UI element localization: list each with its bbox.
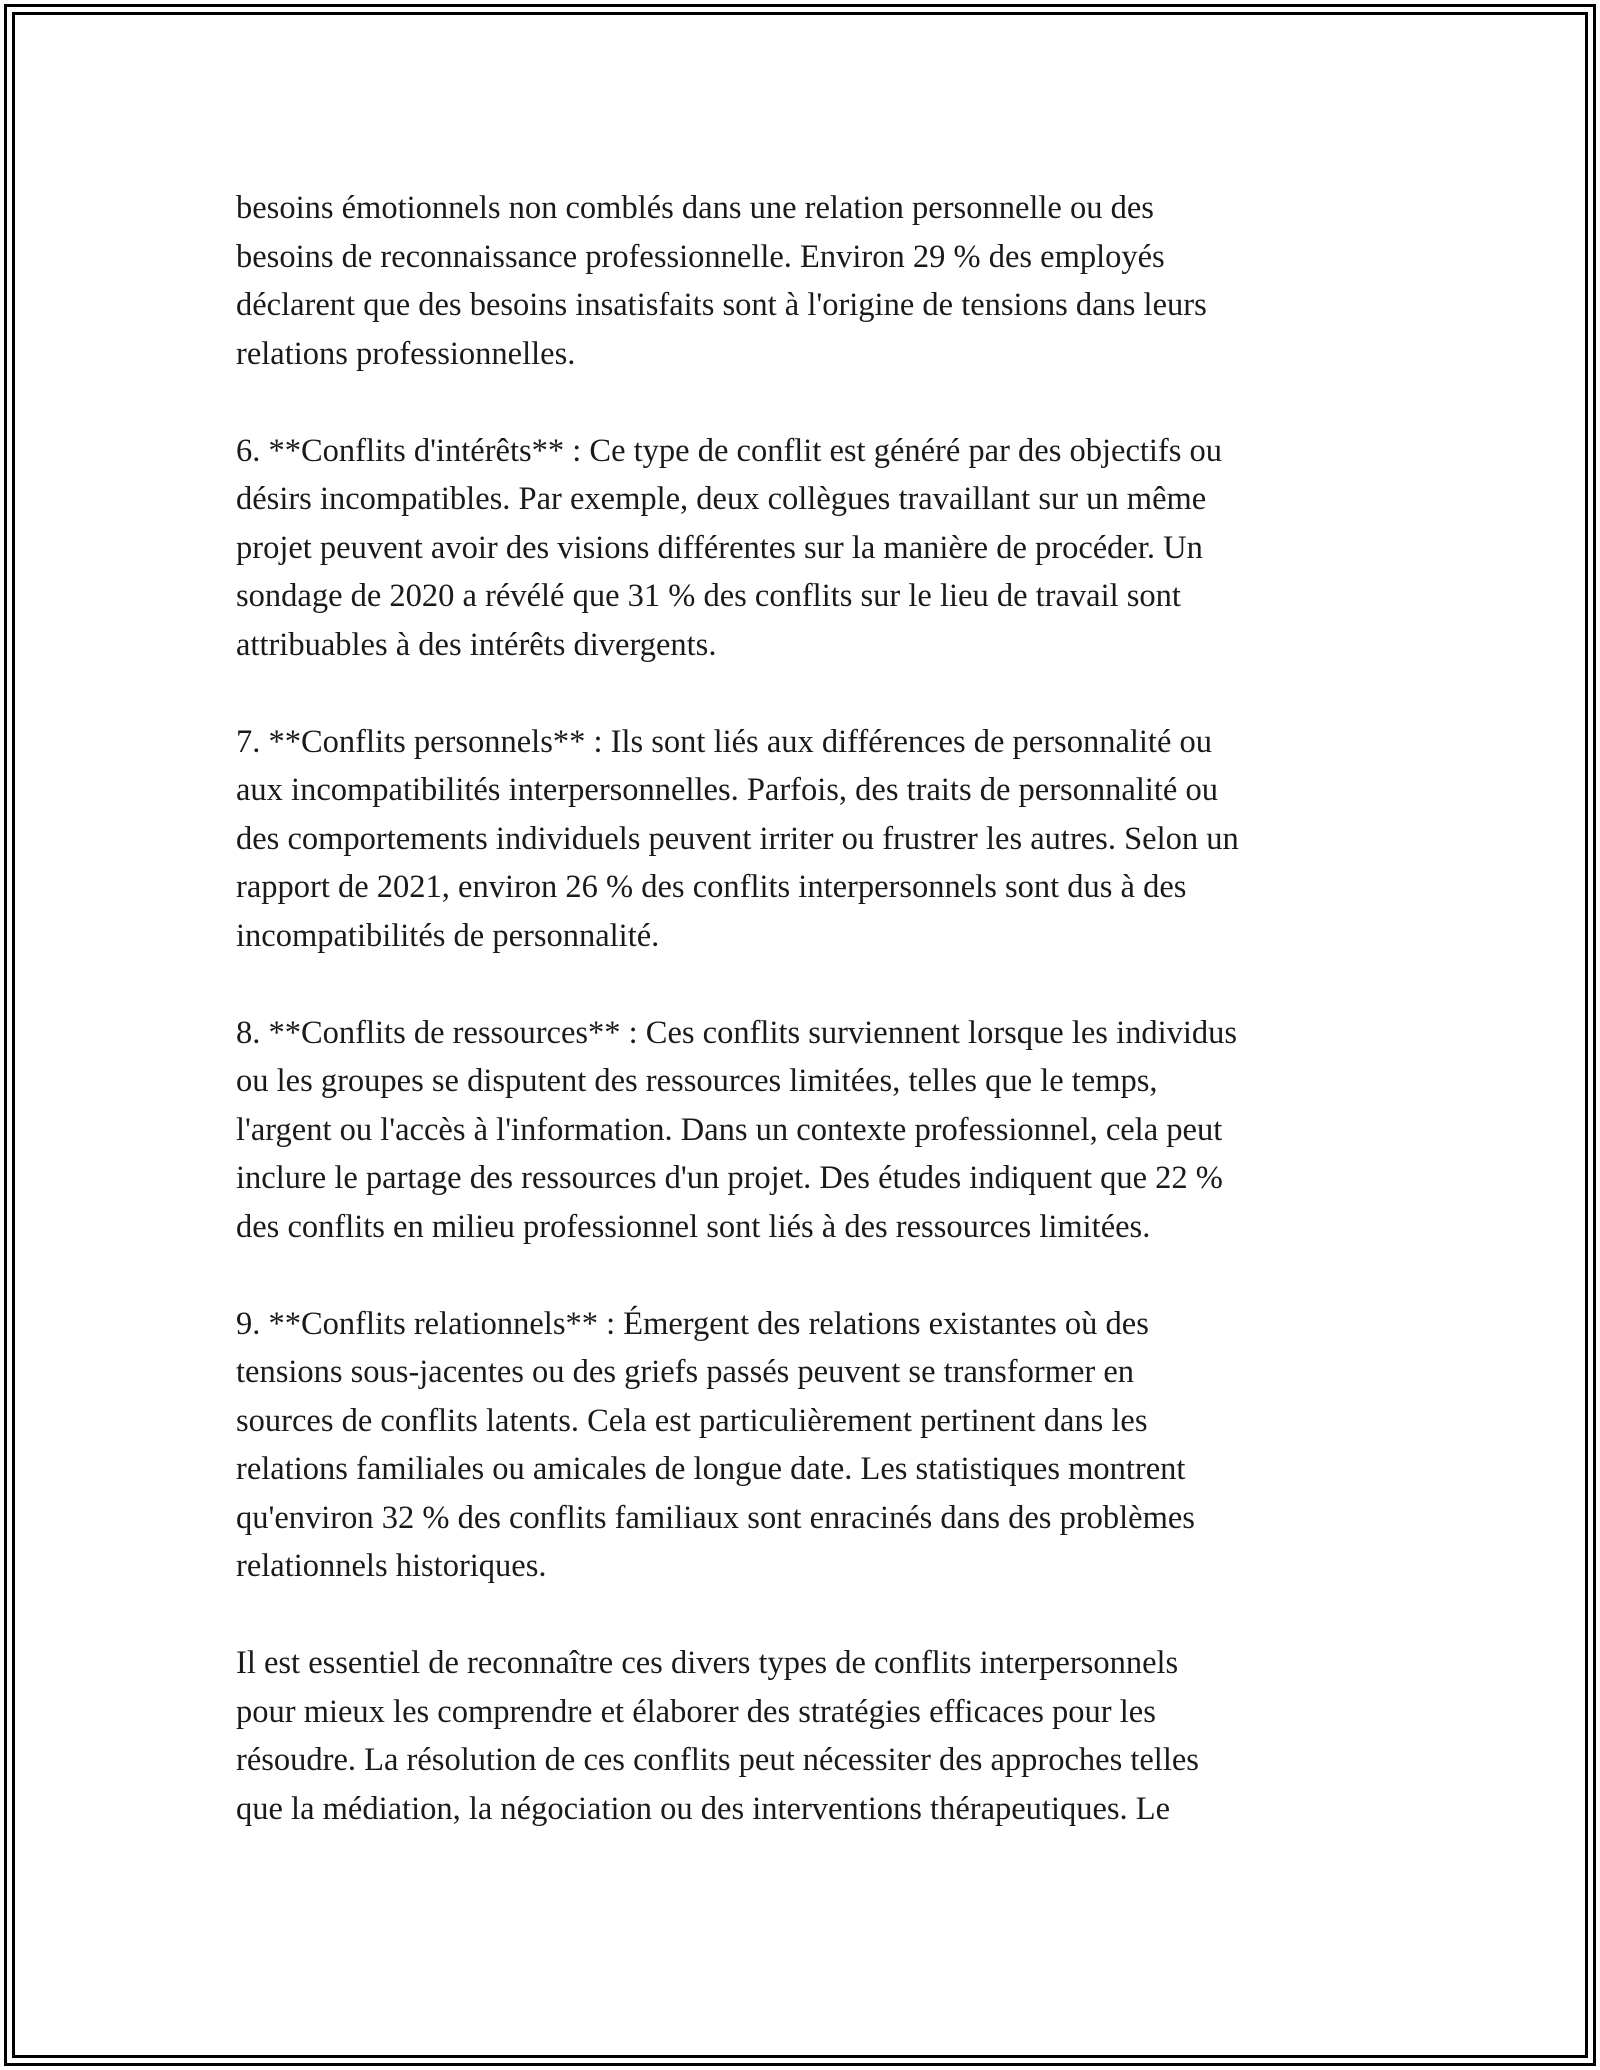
paragraph-needs-continuation [236, 184, 1396, 378]
text-line: désirs incompatibles. Par exemple, deux collègues travaillant sur un même [236, 481, 1207, 517]
text-line: sources de conflits latents. Cela est particulièrement pertinent dans les [236, 1402, 1148, 1439]
text-line: sondage de 2020 a révélé que 31 % des conflits sur le lieu de travail sont [236, 578, 1181, 614]
paragraph-personal-conflicts [236, 718, 1396, 961]
text-line: attribuables à des intérêts divergents. [236, 626, 717, 663]
text-line: relations professionnelles. [236, 335, 576, 372]
text-line: rapport de 2021, environ 26 % des conflits interpersonnels sont dus à des [236, 869, 1187, 905]
text-line: besoins émotionnels non comblés dans une relation personnelle ou des [236, 190, 1154, 226]
text-line: besoins de reconnaissance professionnelle. Environ 29 % des employés [236, 238, 1165, 275]
text-line: 6. **Conflits d'intérêts** : Ce type de conflit est généré par des objectifs ou [236, 432, 1223, 469]
document-body [236, 184, 1396, 1833]
text-line: relations familiales ou amicales de longue date. Les statistiques montrent [236, 1451, 1186, 1487]
text-line: incompatibilités de personnalité. [236, 917, 660, 954]
paragraph-relational-conflicts [236, 1300, 1396, 1591]
text-line: ou les groupes se disputent des ressources limitées, telles que le temps, [236, 1063, 1158, 1099]
text-line: que la médiation, la négociation ou des interventions thérapeutiques. Le [236, 1790, 1171, 1827]
text-line: 7. **Conflits personnels** : Ils sont liés aux différences de personnalité ou [236, 723, 1213, 760]
text-line: déclarent que des besoins insatisfaits sont à l'origine de tensions dans leurs [236, 287, 1207, 323]
text-line: 8. **Conflits de ressources** : Ces conflits surviennent lorsque les individus [236, 1014, 1238, 1051]
text-line: tensions sous-jacentes ou des griefs passés peuvent se transformer en [236, 1354, 1135, 1390]
text-line: Il est essentiel de reconnaître ces divers types de conflits interpersonnels [236, 1645, 1179, 1681]
text-line: des comportements individuels peuvent irriter ou frustrer les autres. Selon un [236, 820, 1239, 857]
paragraph-conclusion [236, 1639, 1396, 1833]
paragraph-resource-conflicts [236, 1009, 1396, 1252]
text-line: qu'environ 32 % des conflits familiaux sont enracinés dans des problèmes [236, 1499, 1195, 1536]
paragraph-conflicts-of-interest [236, 427, 1396, 670]
text-line: inclure le partage des ressources d'un projet. Des études indiquent que 22 % [236, 1160, 1223, 1196]
text-line: des conflits en milieu professionnel sont liés à des ressources limitées. [236, 1208, 1151, 1245]
text-line: pour mieux les comprendre et élaborer des stratégies efficaces pour les [236, 1693, 1156, 1730]
text-line: résoudre. La résolution de ces conflits peut nécessiter des approches telles [236, 1742, 1199, 1778]
text-line: l'argent ou l'accès à l'information. Dans un contexte professionnel, cela peut [236, 1111, 1223, 1148]
text-line: relationnels historiques. [236, 1548, 547, 1584]
text-line: aux incompatibilités interpersonnelles. Parfois, des traits de personnalité ou [236, 772, 1218, 808]
text-line: 9. **Conflits relationnels** : Émergent des relations existantes où des [236, 1305, 1149, 1342]
text-line: projet peuvent avoir des visions différentes sur la manière de procéder. Un [236, 529, 1203, 566]
